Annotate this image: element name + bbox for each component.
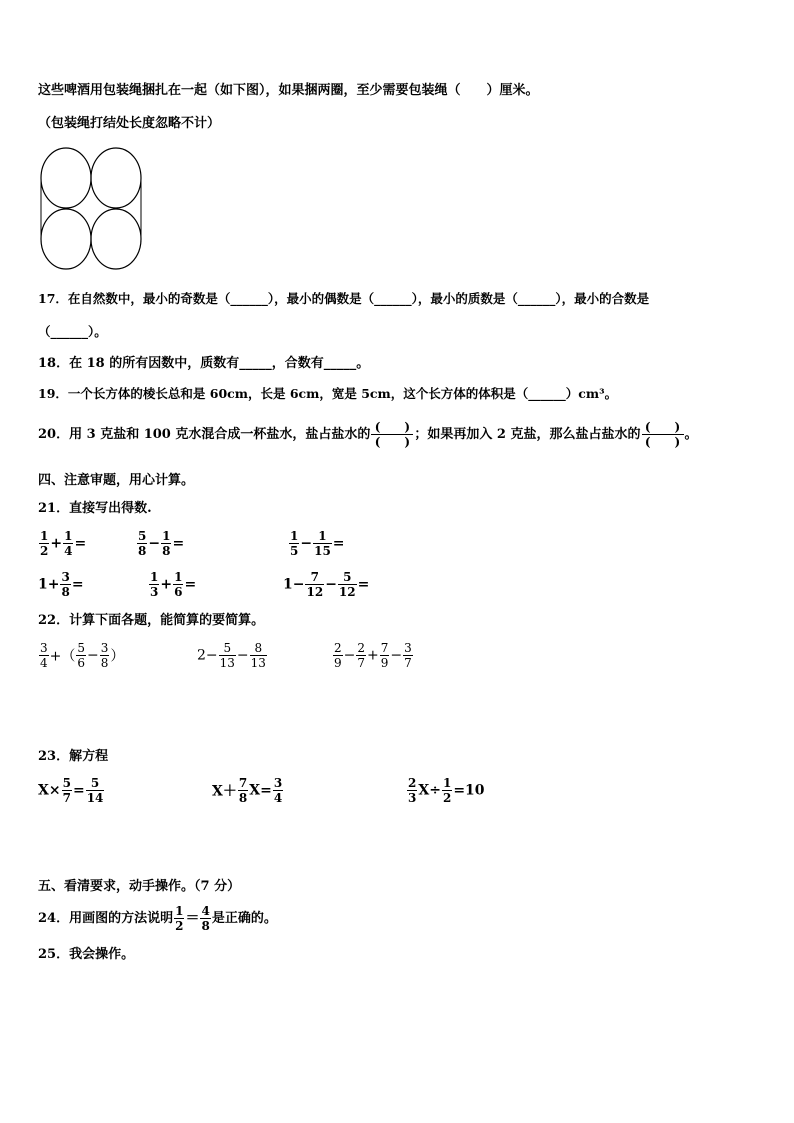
q23-item [406, 776, 485, 805]
denominator: 5 [290, 544, 299, 558]
denominator: 13 [250, 656, 266, 670]
fraction [356, 641, 366, 670]
operator: X÷ [418, 782, 441, 799]
numerator: 1 [64, 529, 73, 543]
section5-title: 五、看清要求，动手操作。（7 分） [38, 879, 241, 894]
denominator: 8 [100, 656, 109, 670]
denominator: 7 [357, 656, 366, 670]
bottle-circle [41, 209, 91, 269]
operator: + [50, 535, 63, 552]
q18-text: 18．在 18 的所有因数中，质数有_____，合数有_____。 [38, 356, 370, 371]
operator: − [236, 647, 249, 664]
section4-title: 四、注意审题，用心计算。 [38, 473, 195, 488]
operator: +（ [49, 648, 76, 665]
operator: = [71, 576, 84, 593]
denominator: 4 [64, 544, 73, 558]
operator: − [325, 576, 337, 593]
q25-text: 25．我会操作。 [38, 947, 135, 962]
numerator: 3 [404, 641, 412, 655]
numerator: 7 [380, 641, 389, 655]
q21-item [38, 570, 84, 599]
fraction [338, 570, 357, 599]
operator: = [357, 576, 370, 593]
numerator: 1 [313, 529, 332, 544]
q17-line2: （______）。 [38, 324, 107, 339]
numerator: 2 [357, 641, 366, 655]
q21-item [136, 529, 184, 558]
fraction [219, 641, 236, 670]
operator: ） [110, 648, 125, 665]
operator: − [390, 647, 403, 664]
fraction [62, 776, 72, 805]
q23-item [212, 776, 284, 805]
q23-item [38, 776, 105, 805]
numerator: 1 [290, 529, 299, 543]
bottle-circle [91, 148, 141, 208]
operator: = [74, 535, 87, 552]
q24-equals: ＝ [185, 910, 200, 927]
fraction [39, 641, 49, 670]
numerator: 1 [162, 529, 171, 543]
operator: 2− [197, 647, 218, 664]
q20 [38, 420, 698, 449]
q19-text: 19．一个长方体的棱长总和是 60cm，长是 6cm，宽是 5cm，这个长方体的体积是（______）cm³。 [38, 386, 618, 401]
q22-title: 22．计算下面各题，能简算的要简算。 [38, 613, 265, 628]
q21-item [283, 570, 369, 599]
denominator: 13 [219, 656, 235, 670]
denominator: 14 [86, 791, 104, 805]
operator: − [87, 647, 99, 664]
operator: + [160, 576, 173, 593]
q21-item [148, 570, 196, 599]
denominator: 8 [162, 544, 171, 558]
denominator: 4 [273, 791, 283, 805]
denominator: 7 [62, 791, 71, 805]
bottle-circle [41, 148, 91, 208]
operator: X= [249, 782, 272, 799]
operator: = [184, 576, 197, 593]
fraction [305, 570, 324, 599]
numerator: 5 [77, 641, 86, 655]
numerator: 5 [62, 776, 71, 790]
q24-fraction-2: $\frac{4}{8}$ [201, 904, 210, 933]
numerator: 5 [86, 776, 105, 791]
numerator: 1 [174, 570, 183, 584]
denominator: 9 [334, 656, 342, 670]
operator: 1− [283, 576, 305, 593]
numerator: 3 [61, 570, 70, 584]
denominator: 7 [404, 656, 412, 670]
numerator: 7 [238, 776, 248, 790]
q23-title: 23．解方程 [38, 749, 109, 764]
fraction [60, 570, 70, 599]
operator: = [172, 535, 185, 552]
denominator: 8 [138, 544, 147, 558]
q21-item [288, 529, 345, 558]
operator: X＋ [212, 783, 237, 800]
numerator: 1 [150, 570, 159, 584]
q20-part2: ；如果再加入 2 克盐，那么盐占盐水的 [414, 427, 641, 442]
fraction [76, 641, 86, 670]
q21-item [38, 529, 86, 558]
q16-text: 这些啤酒用包装绳捆扎在一起（如下图），如果捆两圈，至少需要包装绳（ ）厘米。 [38, 83, 539, 98]
numerator: 2 [408, 776, 417, 790]
denominator: 8 [238, 791, 248, 805]
q22-item [332, 641, 414, 670]
q24-fraction-1: $\frac{1}{2}$ [175, 904, 184, 933]
denominator: 4 [40, 656, 48, 670]
fraction [39, 529, 49, 558]
bottle-circle [91, 209, 141, 269]
q20-part3: 。 [684, 427, 698, 442]
q17-line1: 17．在自然数中，最小的奇数是（______），最小的偶数是（______），最小的质数是（______），最小的合数是 [38, 291, 650, 306]
numerator: 1 [442, 776, 452, 790]
operator: − [148, 535, 161, 552]
denominator: 8 [61, 585, 70, 599]
fraction [407, 776, 417, 805]
q22-item [197, 641, 268, 670]
operator: X× [38, 782, 61, 799]
operator: + [367, 647, 379, 664]
denominator: 9 [380, 656, 389, 670]
q21-title: 21．直接写出得数. [38, 501, 152, 516]
denominator: 12 [338, 585, 356, 599]
operator: − [300, 535, 313, 552]
operator: = [72, 782, 85, 799]
denominator: 3 [408, 791, 417, 805]
fraction [173, 570, 183, 599]
fraction [238, 776, 248, 805]
numerator: 5 [338, 570, 357, 585]
numerator: 7 [305, 570, 324, 585]
fraction [137, 529, 147, 558]
operator: − [343, 647, 356, 664]
fraction [100, 641, 110, 670]
fraction [63, 529, 73, 558]
bottles-diagram [38, 146, 144, 272]
fraction [250, 641, 267, 670]
fraction [289, 529, 299, 558]
q24 [38, 904, 277, 933]
operator: 1+ [38, 576, 60, 593]
fraction [380, 641, 390, 670]
operator: = [332, 535, 345, 552]
denominator: 6 [174, 585, 183, 599]
q20-fraction-blank-1: $\frac{( )}{( )}$ [371, 420, 413, 449]
numerator: 3 [273, 776, 283, 790]
denominator: 6 [77, 656, 86, 670]
fraction [273, 776, 283, 805]
q20-fraction-blank-2: $\frac{( )}{( )}$ [642, 420, 684, 449]
numerator: 5 [219, 641, 236, 656]
fraction [86, 776, 105, 805]
numerator: 2 [334, 641, 342, 655]
q20-part1: 20．用 3 克盐和 100 克水混合成一杯盐水，盐占盐水的 [38, 427, 371, 442]
numerator: 3 [40, 641, 48, 655]
fraction [161, 529, 171, 558]
numerator: 8 [250, 641, 267, 656]
numerator: 1 [40, 529, 49, 543]
q24-part1: 24．用画图的方法说明 [38, 911, 174, 926]
fraction [333, 641, 343, 670]
numerator: 5 [138, 529, 147, 543]
numerator: 3 [100, 641, 109, 655]
fraction [403, 641, 413, 670]
operator: =10 [453, 782, 485, 799]
denominator: 2 [40, 544, 49, 558]
q22-item [38, 641, 124, 670]
q16-note: （包装绳打结处长度忽略不计） [38, 116, 221, 131]
denominator: 2 [442, 791, 452, 805]
q24-part2: 是正确的。 [211, 911, 277, 926]
denominator: 15 [314, 544, 331, 558]
denominator: 3 [150, 585, 159, 599]
fraction [442, 776, 452, 805]
denominator: 12 [306, 585, 324, 599]
fraction [149, 570, 159, 599]
fraction [313, 529, 332, 558]
